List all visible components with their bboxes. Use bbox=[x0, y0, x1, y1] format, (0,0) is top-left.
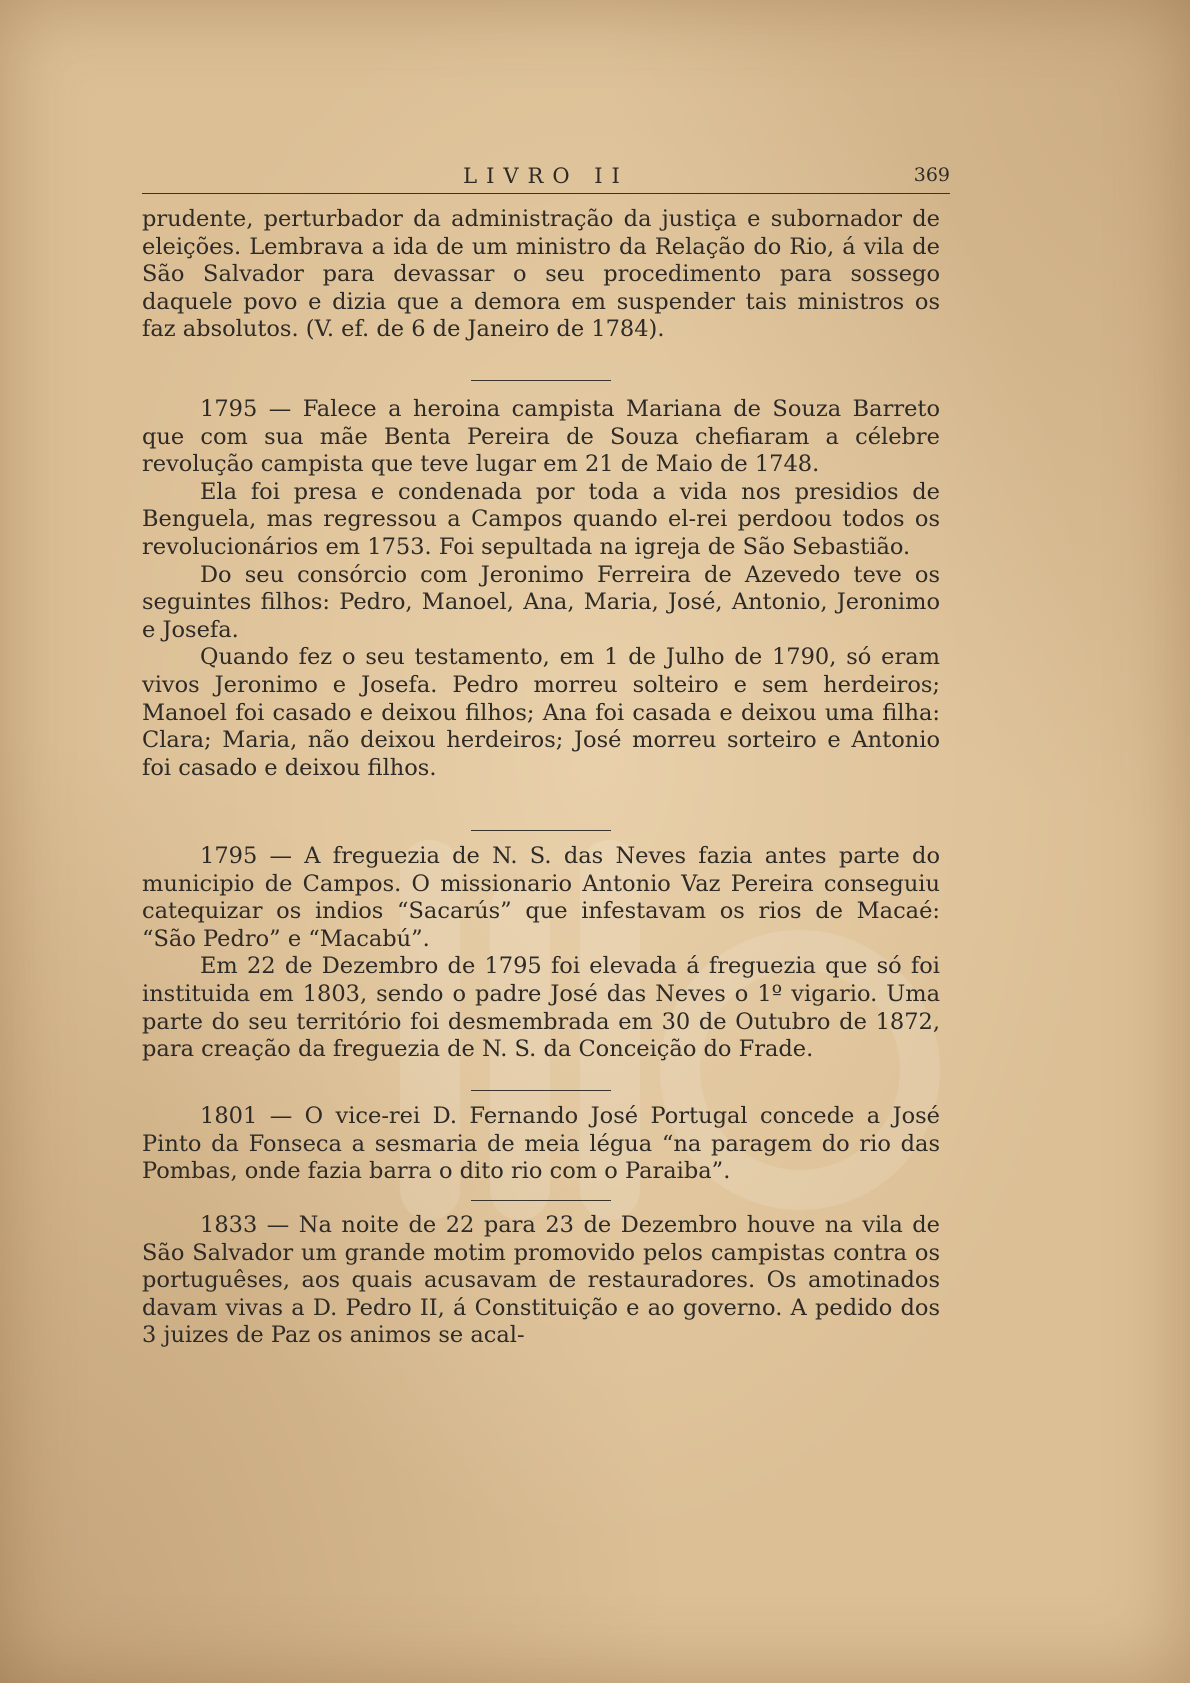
running-title: LIVRO II bbox=[463, 164, 629, 188]
paragraph-continuation: prudente, perturbador da administração da justiça e subornador de eleições. Lembrava a ida de um ministro da Relação do Rio, á vila de São Salvador para devassar o seu procedimento para sossego daquele povo e dizia que a demora em suspender tais ministros os faz absolutos. (V. ef. de 6 de Janeiro de 1784). bbox=[142, 206, 940, 343]
section-divider bbox=[471, 830, 611, 831]
entry-1833-motim: 1833 — Na noite de 22 para 23 de Dezembro houve na vila de São Salvador um grande motim promovido pelos campistas contra os portuguêses, aos quais acusavam de restauradores. Os amotinados davam vivas a D. Pedro II, á Constituição e ao governo. A pedido dos 3 juizes de Paz os animos se acal- bbox=[142, 1212, 940, 1349]
entry-1795-elevacao: Em 22 de Dezembro de 1795 foi elevada á freguezia que só foi instituida em 1803, sendo o padre José das Neves o 1º vigario. Uma parte do seu território foi desmembrada em 30 de Outubro de 1872, para creação da freguezia de N. S. da Conceição do Frade. bbox=[142, 953, 940, 1063]
entry-1795-prisao: Ela foi presa e condenada por toda a vida nos presidios de Benguela, mas regressou a Campos quando el-rei perdoou todos os revolucionários em 1753. Foi sepultada na igreja de São Sebastião. bbox=[142, 478, 940, 560]
section-divider bbox=[471, 1090, 611, 1091]
header-rule bbox=[142, 193, 950, 194]
entry-1801-sesmaria: 1801 — O vice-rei D. Fernando José Portugal concede a José Pinto da Fonseca a sesmaria de meia légua “na paragem do rio das Pombas, onde fazia barra o dito rio com o Paraiba”. bbox=[142, 1103, 940, 1185]
entry-1795-testamento: Quando fez o seu testamento, em 1 de Julho de 1790, só eram vivos Jeronimo e Josefa. Pedro morreu solteiro e sem herdeiros; Manoel foi casado e deixou filhos; Ana foi casada e deixou uma filha: Clara; Maria, não deixou herdeiros; José morreu sorteiro e Antonio foi casado e deixou filhos. bbox=[142, 644, 940, 781]
section-divider bbox=[471, 1200, 611, 1201]
page-number: 369 bbox=[913, 164, 950, 186]
entry-1795-filhos: Do seu consórcio com Jeronimo Ferreira de Azevedo teve os seguintes filhos: Pedro, Manoel, Ana, Maria, José, Antonio, Jeronimo e Josefa. bbox=[142, 561, 940, 643]
section-divider bbox=[471, 380, 611, 381]
entry-1795-mariana: 1795 — Falece a heroina campista Mariana de Souza Barreto que com sua mãe Benta Pereira de Souza chefiaram a célebre revolução campista que teve lugar em 21 de Maio de 1748. bbox=[142, 396, 940, 478]
entry-1795-freguezia: 1795 — A freguezia de N. S. das Neves fazia antes parte do municipio de Campos. O missionario Antonio Vaz Pereira conseguiu catequizar os indios “Sacarús” que infestavam os rios de Macaé: “São Pedro” e “Macabú”. bbox=[142, 843, 940, 952]
running-header bbox=[142, 164, 950, 196]
